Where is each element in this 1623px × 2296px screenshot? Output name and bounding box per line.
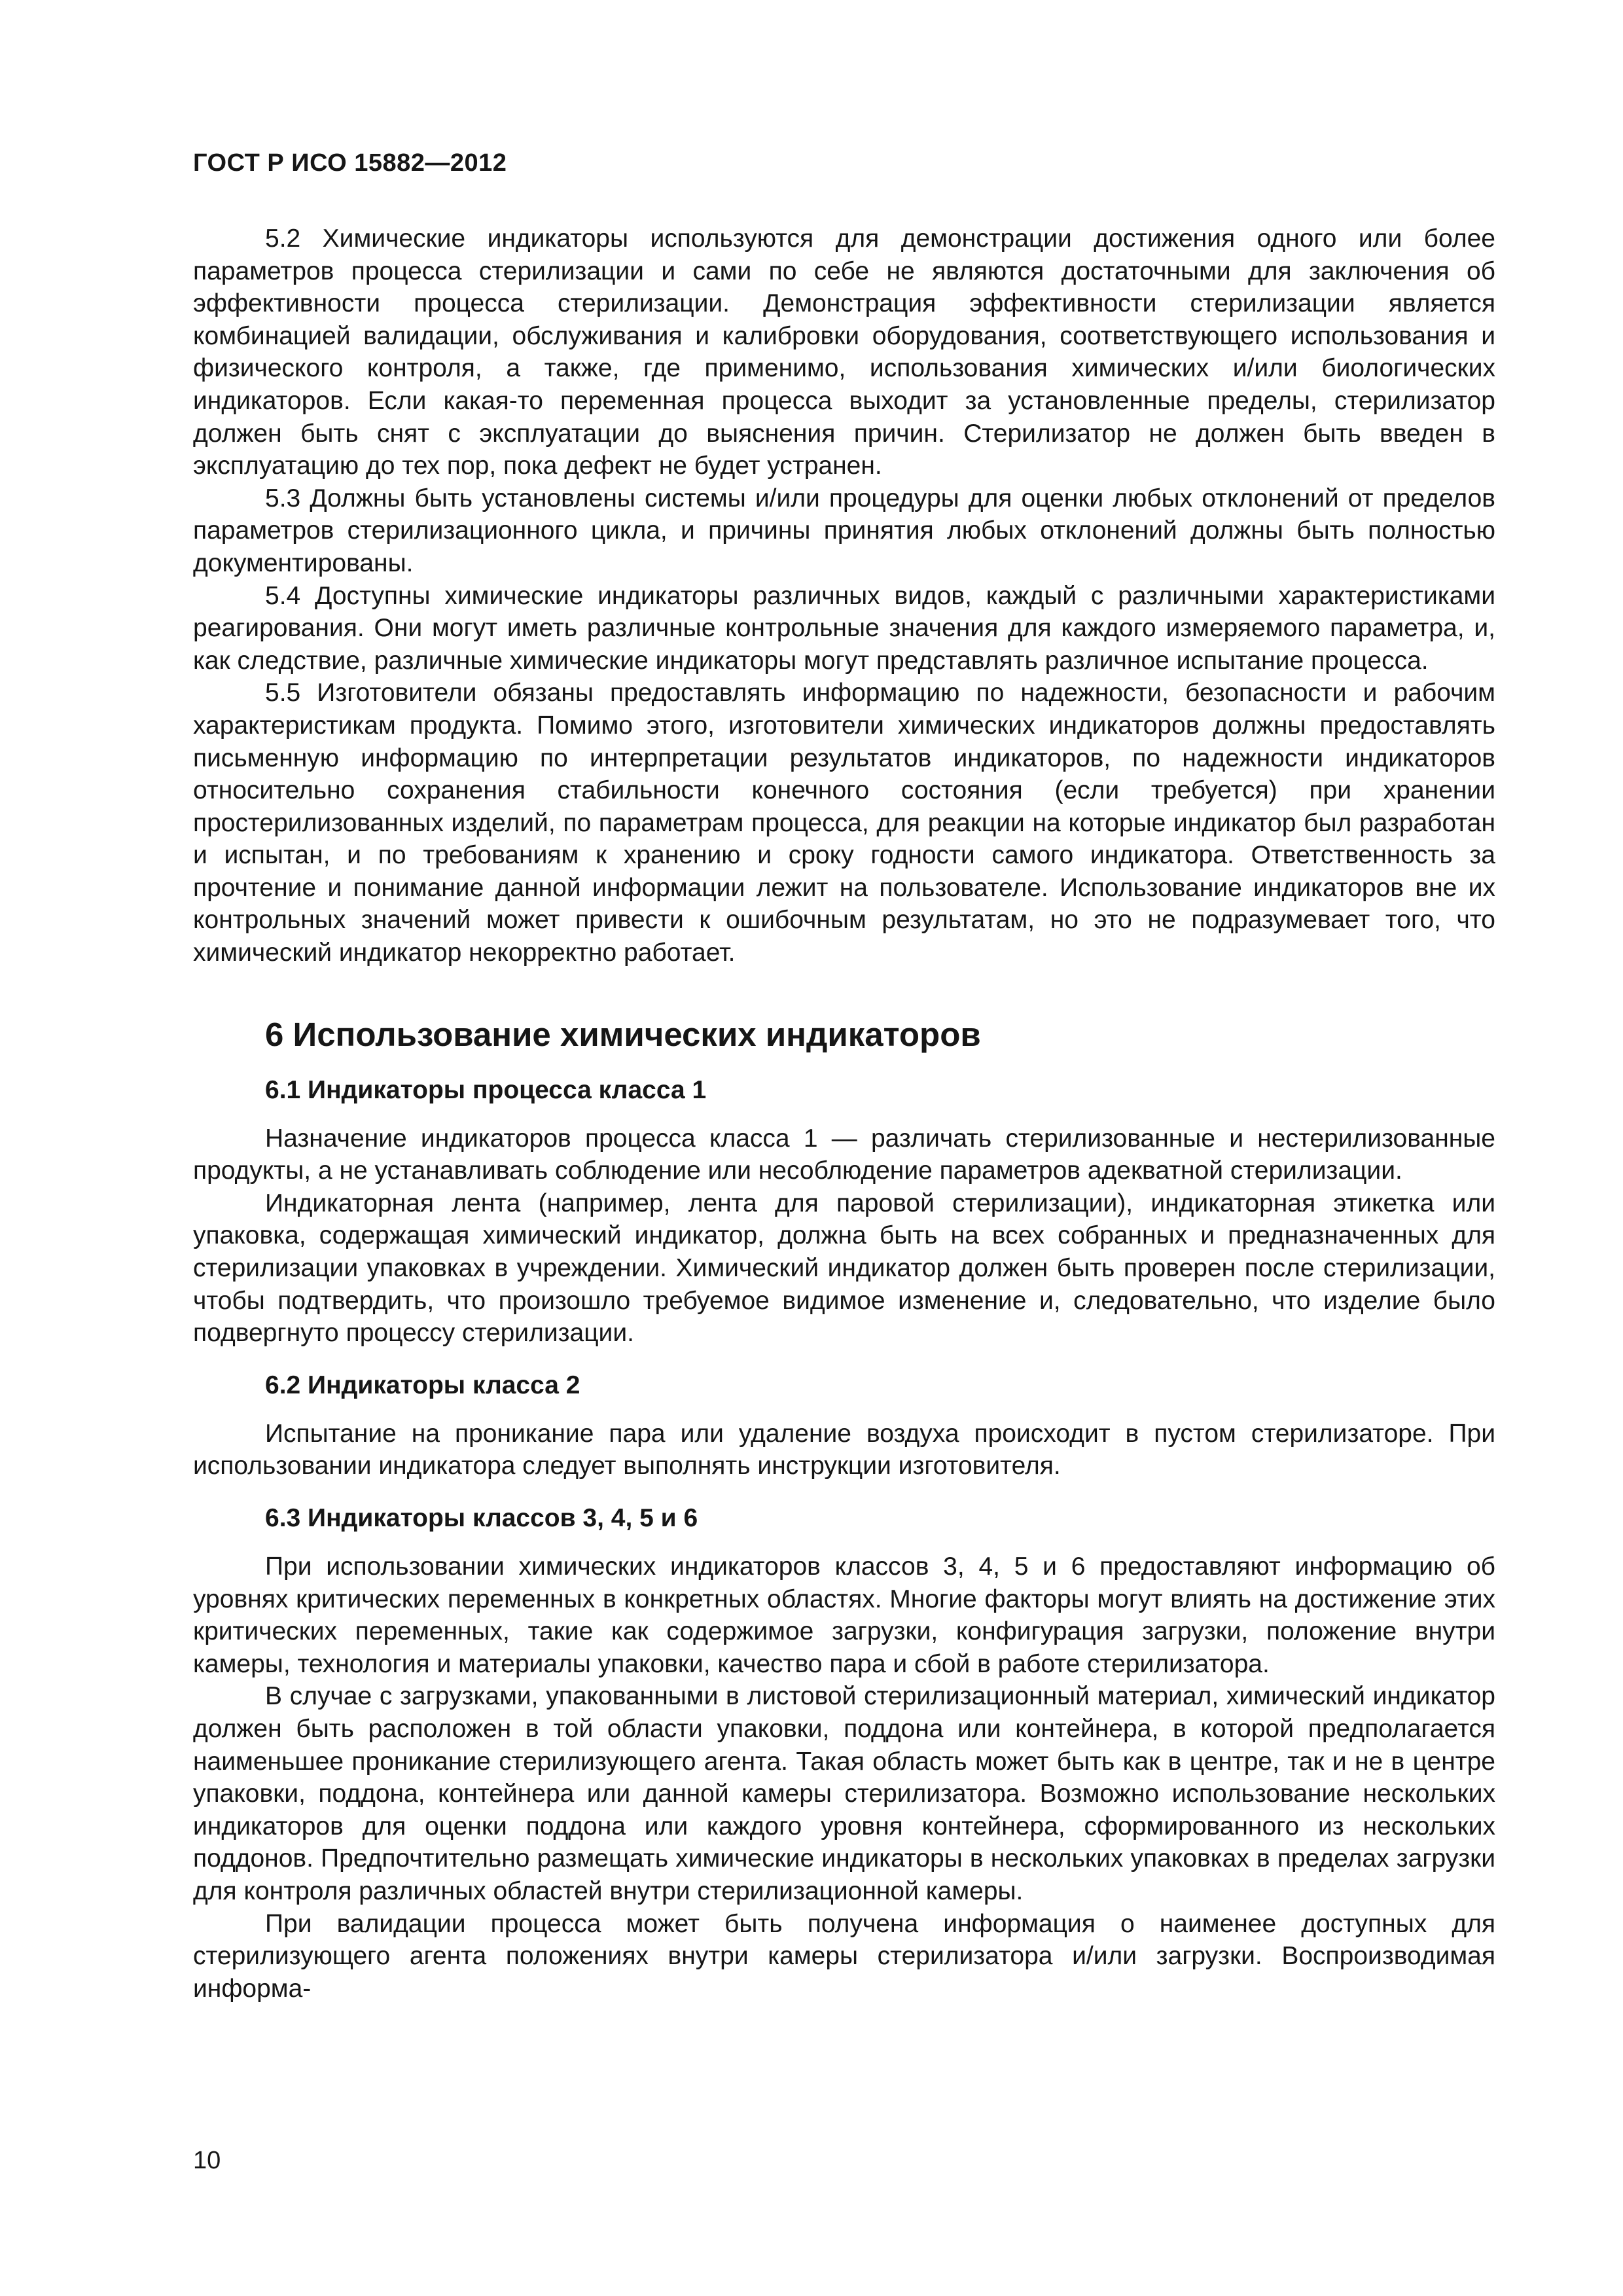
paragraph-5-3: 5.3 Должны быть установлены системы и/или процедуры для оценки любых отклонений от пределов параметров стерилизационного цикла, и причины принятия любых отклонений должны быть полностью документированы. [193, 484, 1495, 577]
document-code-header: ГОСТ Р ИСО 15882—2012 [193, 149, 507, 177]
page-number: 10 [193, 2147, 221, 2174]
paragraph-5-4: 5.4 Доступны химические индикаторы различных видов, каждый с различными характеристиками реагирования. Они могут иметь различные контрольные значения для каждого измеряемого параметра, и, как следствие, различные химические индикаторы могут представлять различное испытание процесса. [193, 581, 1495, 675]
paragraph-6-3-1: При использовании химических индикаторов классов 3, 4, 5 и 6 предоставляют информацию об уровнях критических переменных в конкретных областях. Многие факторы могут влиять на достижение этих критических переменных, такие как содержимое загрузки, конфигурация загрузки, положение внутри камеры, технология и материалы упаковки, качество пара и сбой в работе стерилизатора. [193, 1552, 1495, 1678]
document-body [193, 223, 1495, 2005]
paragraph-5-2: 5.2 Химические индикаторы используются для демонстрации достижения одного или более параметров процесса стерилизации и сами по себе не являются достаточными для заключения об эффективности процесса стерилизации. Демонстрация эффективности стерилизации является комбинацией валидации, обслуживания и калибровки оборудования, соответствующего использования и физического контроля, а также, где применимо, использования химических и/или биологических индикаторов. Если какая-то переменная процесса выходит за установленные пределы, стерилизатор должен быть снят с эксплуатации до выяснения причин. Стерилизатор не должен быть введен в эксплуатацию до тех пор, пока дефект не будет устранен. [193, 224, 1495, 480]
section-6-2-heading: 6.2 Индикаторы класса 2 [265, 1371, 580, 1399]
section-6-heading: 6 Использование химических индикаторов [265, 1015, 981, 1053]
paragraph-6-1-2: Индикаторная лента (например, лента для паровой стерилизации), индикаторная этикетка или упаковка, содержащая химический индикатор, должна быть на всех собранных и предназначенных для стерилизации упаковках в учреждении. Химический индикатор должен быть проверен после стерилизации, чтобы подтвердить, что произошло требуемое видимое изменение и, следовательно, что изделие было подвергнуто процессу стерилизации. [193, 1189, 1495, 1348]
paragraph-6-3-2: В случае с загрузками, упакованными в листовой стерилизационный материал, химический индикатор должен быть расположен в той области упаковки, поддона или контейнера, в которой предполагается наименьшее проникание стерилизующего агента. Такая область может быть как в центре, так и не в центре упаковки, поддона, контейнера или данной камеры стерилизатора. Возможно использование нескольких индикаторов для оценки поддона или каждого уровня контейнера, сформированного из нескольких поддонов. Предпочтительно размещать химические индикаторы в нескольких упаковках в пределах загрузки для контроля различных областей внутри стерилизационной камеры. [193, 1682, 1495, 1905]
paragraph-6-2-1: Испытание на проникание пара или удаление воздуха происходит в пустом стерилизаторе. При использовании индикатора следует выполнять инструкции изготовителя. [193, 1419, 1495, 1480]
paragraph-6-1-1: Назначение индикаторов процесса класса 1 — различать стерилизованные и нестерилизованные продукты, а не устанавливать соблюдение или несоблюдение параметров адекватной стерилизации. [193, 1124, 1495, 1185]
section-6-1-heading: 6.1 Индикаторы процесса класса 1 [265, 1075, 707, 1104]
paragraph-6-3-3: При валидации процесса может быть получена информация о наименее доступных для стерилизующего агента положениях внутри камеры стерилизатора и/или загрузки. Воспроизводимая информа- [193, 1909, 1495, 2003]
section-6-3-heading: 6.3 Индикаторы классов 3, 4, 5 и 6 [265, 1504, 698, 1532]
paragraph-5-5: 5.5 Изготовители обязаны предоставлять информацию по надежности, безопасности и рабочим характеристикам продукта. Помимо этого, изготовители химических индикаторов должны предоставлять письменную информацию по интерпретации результатов индикаторов, по надежности индикаторов относительно сохранения стабильности конечного состояния (если требуется) при хранении простерилизованных изделий, по параметрам процесса, для реакции на которые индикатор был разработан и испытан, и по требованиям к хранению и сроку годности самого индикатора. Ответственность за прочтение и понимание данной информации лежит на пользователе. Использование индикаторов вне их контрольных значений может привести к ошибочным результатам, но это не подразумевает того, что химический индикатор некорректно работает. [193, 679, 1495, 967]
